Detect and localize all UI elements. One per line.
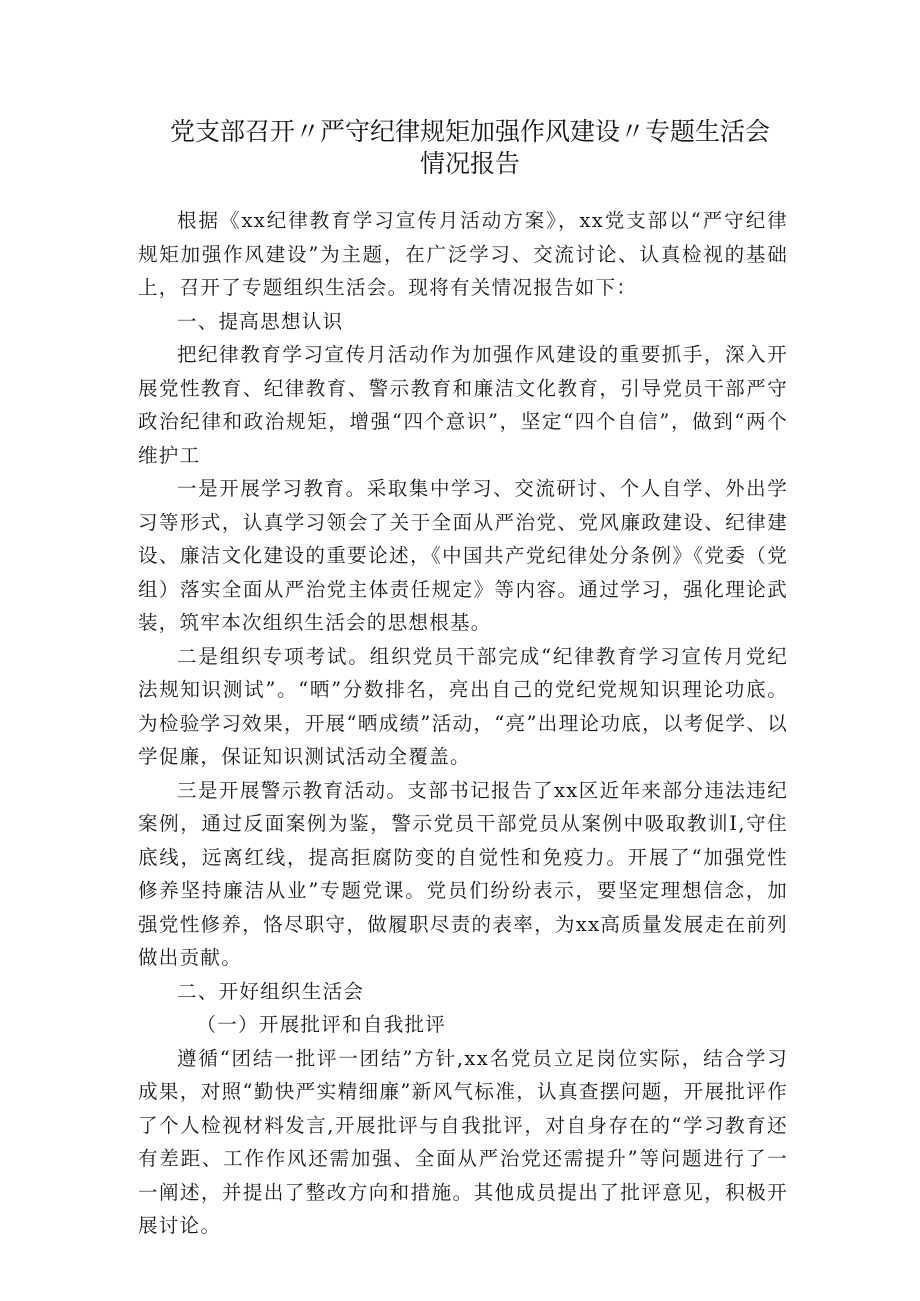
document-title-line1: 党支部召开〃严守纪律规矩加强作风建设〃专题生活会 <box>169 117 770 146</box>
paragraph-criticism: 遵循“团结一批评一团结”方针,xx名党员立足岗位实际，结合学习成果，对照“勤快严实精细廉”新风气标准，认真查摆问题，开展批评作了个人检视材料发言,开展批评与自我批评，对自身存在的“学习教育还有差距、工作作风还需加强、全面从严治党还需提升”等问题进行了一一阐述，并提出了整改方向和措施。其他成员提出了批评意见，积极开展讨论。 <box>138 1046 788 1237</box>
document-title-line2: 情况报告 <box>419 149 520 178</box>
paragraph-study-education: 一是开展学习教育。采取集中学习、交流研讨、个人自学、外出学习等形式，认真学习领会了关于全面从严治党、党风廉政建设、纪律建设、廉洁文化建设的重要论述，《中国共产党纪律处分条例》《党委（党组）落实全面从严治党主体责任规定》等内容。通过学习，强化理论武装，筑牢本次组织生活会的思想根基。 <box>138 477 788 634</box>
heading-section-2: 二、开好组织生活会 <box>177 979 365 1003</box>
paragraph-section-1: 把纪律教育学习宣传月活动作为加强作风建设的重要抓手，深入开展党性教育、纪律教育、警示教育和廉洁文化教育，引导党员干部严守政治纪律和政治规矩，增强“四个意识”，坚定“四个自信”，做到“两个维护工 <box>138 343 788 467</box>
document-body <box>138 204 788 1243</box>
paragraph-intro: 根据《xx纪律教育学习宣传月活动方案》，xx党支部以“严守纪律规矩加强作风建设”为主题，在广泛学习、交流讨论、认真检视的基础上，召开了专题组织生活会。现将有关情况报告如下： <box>138 209 788 299</box>
heading-subsection-1: （一）开展批评和自我批评 <box>196 1013 447 1036</box>
heading-section-1: 一、提高思想认识 <box>177 309 344 333</box>
paragraph-warning-education: 三是开展警示教育活动。支部书记报告了xx区近年来部分违法违纪案例，通过反面案例为鉴，警示党员干部党员从案例中吸取教训I,守住底线，远离红线，提高拒腐防变的自觉性和免疫力。开展了“加强党性修养坚持廉洁从业”专题党课。党员们纷纷表示，要坚定理想信念，加强党性修养，恪尽职守，做履职尽责的表率，为xx高质量发展走在前列做出贡献。 <box>138 778 788 969</box>
paragraph-special-exam: 二是组织专项考试。组织党员干部完成“纪律教育学习宣传月党纪法规知识测试”。“晒”分数排名，亮出自己的党纪党规知识理论功底。为检验学习效果，开展“晒成绩”活动，“亮”出理论功底，以考促学、以学促廉，保证知识测试活动全覆盖。 <box>138 644 788 768</box>
